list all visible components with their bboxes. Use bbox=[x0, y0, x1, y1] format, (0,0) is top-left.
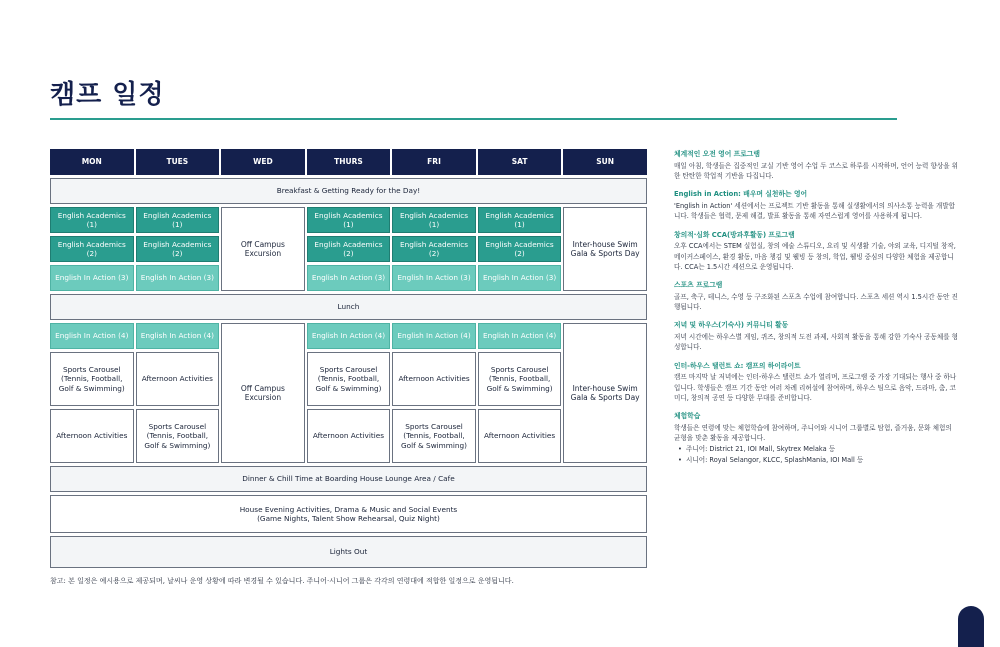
mon-english-academics-1: English Academics (1) bbox=[50, 207, 134, 233]
day-header-sun: SUN bbox=[563, 149, 647, 175]
dinner-row: Dinner & Chill Time at Boarding House Lounge Area / Cafe bbox=[50, 466, 647, 492]
thurs-english-academics-2: English Academics (2) bbox=[307, 236, 391, 262]
day-header-wed: WED bbox=[221, 149, 305, 175]
day-header-sat: SAT bbox=[478, 149, 562, 175]
section-title: 창의적·심화 CCA(방과후활동) 프로그램 bbox=[674, 230, 795, 239]
schedule-grid bbox=[50, 149, 647, 568]
section-title: 스포츠 프로그램 bbox=[674, 281, 723, 290]
sat-english-academics-2: English Academics (2) bbox=[478, 236, 562, 262]
section-title: 인터-하우스 탤런트 쇼: 캠프의 하이라이트 bbox=[674, 361, 801, 370]
thurs-sports-carousel: Sports Carousel (Tennis, Football, Golf & Swimming) bbox=[307, 352, 391, 406]
day-header-mon: MON bbox=[50, 149, 134, 175]
sun-inter-house-morning: Inter-house Swim Gala & Sports Day bbox=[563, 207, 647, 291]
mon-afternoon-activities: Afternoon Activities bbox=[50, 409, 134, 463]
section-sports bbox=[674, 281, 960, 312]
sat-english-in-action-3: English In Action (3) bbox=[478, 265, 562, 291]
fri-sports-carousel: Sports Carousel (Tennis, Football, Golf & Swimming) bbox=[392, 409, 476, 463]
section-title: English in Action: 배우며 실천하는 영어 bbox=[674, 190, 808, 199]
section-body: 학생들은 연령에 맞는 체험학습에 참여하며, 주니어와 시니어 그룹별로 탐험, 즐거움, 문화 체험의 균형을 맞춘 활동을 제공합니다. bbox=[674, 423, 952, 443]
list-item: • 주니어: District 21, IOI Mall, Skytrex Melaka 등 bbox=[674, 444, 960, 455]
section-title: 저녁 및 하우스(기숙사) 커뮤니티 활동 bbox=[674, 321, 789, 330]
field-trip-list bbox=[674, 444, 960, 465]
day-header-thurs: THURS bbox=[307, 149, 391, 175]
fri-english-in-action-4: English In Action (4) bbox=[392, 323, 476, 349]
fri-english-in-action-3: English In Action (3) bbox=[392, 265, 476, 291]
day-header-fri: FRI bbox=[392, 149, 476, 175]
fri-english-academics-2: English Academics (2) bbox=[392, 236, 476, 262]
sat-afternoon-activities: Afternoon Activities bbox=[478, 409, 562, 463]
tues-english-in-action-3: English In Action (3) bbox=[136, 265, 220, 291]
tues-english-in-action-4: English In Action (4) bbox=[136, 323, 220, 349]
section-body: 캠프 마지막 날 저녁에는 인터-하우스 탤런트 쇼가 열리며, 프로그램 중 가장 기대되는 행사 중 하나입니다. 학생들은 캠프 기간 동안 여러 차례 리허설에 참여하며, 하우스 팀으로 음악, 드라마, 춤, 코미디, 창의적 공연 등 다양한 무대를 준비합니다. bbox=[674, 373, 957, 402]
lunch-row: Lunch bbox=[50, 294, 647, 320]
tues-english-academics-1: English Academics (1) bbox=[136, 207, 220, 233]
mon-english-in-action-4: English In Action (4) bbox=[50, 323, 134, 349]
evening-activities-row: House Evening Activities, Drama & Music and Social Events (Game Nights, Talent Show Rehearsal, Quiz Night) bbox=[50, 495, 647, 533]
thurs-english-in-action-4: English In Action (4) bbox=[307, 323, 391, 349]
wed-off-campus-excursion-morning: Off Campus Excursion bbox=[221, 207, 305, 291]
sat-english-academics-1: English Academics (1) bbox=[478, 207, 562, 233]
sat-sports-carousel: Sports Carousel (Tennis, Football, Golf & Swimming) bbox=[478, 352, 562, 406]
fri-english-academics-1: English Academics (1) bbox=[392, 207, 476, 233]
mon-sports-carousel: Sports Carousel (Tennis, Football, Golf & Swimming) bbox=[50, 352, 134, 406]
section-body: 저녁 시간에는 하우스별 게임, 퀴즈, 창의적 도전 과제, 사회적 활동을 통해 강한 기숙사 공동체를 형성합니다. bbox=[674, 333, 959, 352]
wed-off-campus-excursion-afternoon: Off Campus Excursion bbox=[221, 323, 305, 463]
section-body: 오후 CCA에서는 STEM 실험실, 창의 예술 스튜디오, 요리 및 식생활 기술, 야외 교육, 디지털 창작, 메이커스페이스, 환경 활동, 마음 챙김 및 웰빙 등 창의, 학업, 웰빙 중심의 다양한 체험을 제공합니다. CCA는 1.5시간 세션으로 운영됩니다. bbox=[674, 242, 956, 271]
tues-english-academics-2: English Academics (2) bbox=[136, 236, 220, 262]
program-descriptions bbox=[674, 150, 960, 474]
list-item: • 시니어: Royal Selangor, KLCC, SplashMania, IOI Mall 등 bbox=[674, 455, 960, 466]
section-house-community bbox=[674, 321, 960, 352]
day-header-tues: TUES bbox=[136, 149, 220, 175]
section-cca bbox=[674, 231, 960, 272]
lights-out-row: Lights Out bbox=[50, 536, 647, 568]
thurs-english-in-action-3: English In Action (3) bbox=[307, 265, 391, 291]
tues-afternoon-activities: Afternoon Activities bbox=[136, 352, 220, 406]
sun-inter-house-afternoon: Inter-house Swim Gala & Sports Day bbox=[563, 323, 647, 463]
section-field-trips bbox=[674, 412, 960, 465]
section-morning-english bbox=[674, 150, 960, 181]
title-divider bbox=[50, 118, 897, 120]
mon-english-academics-2: English Academics (2) bbox=[50, 236, 134, 262]
section-english-in-action bbox=[674, 190, 960, 221]
page-title: 캠프 일정 bbox=[50, 80, 165, 110]
section-talent-show bbox=[674, 362, 960, 403]
tues-sports-carousel: Sports Carousel (Tennis, Football, Golf & Swimming) bbox=[136, 409, 220, 463]
sat-english-in-action-4: English In Action (4) bbox=[478, 323, 562, 349]
section-title: 체계적인 오전 영어 프로그램 bbox=[674, 150, 760, 158]
breakfast-row: Breakfast & Getting Ready for the Day! bbox=[50, 178, 647, 204]
section-body: 매일 아침, 학생들은 집중적인 교실 기반 영어 수업 두 코스로 하루를 시작하며, 언어 능력 향상을 위한 탄탄한 학업적 기반을 다집니다. bbox=[674, 161, 959, 181]
thurs-english-academics-1: English Academics (1) bbox=[307, 207, 391, 233]
thurs-afternoon-activities: Afternoon Activities bbox=[307, 409, 391, 463]
mon-english-in-action-3: English In Action (3) bbox=[50, 265, 134, 291]
footnote: 참고: 본 일정은 예시용으로 제공되며, 날씨나 운영 상황에 따라 변경될 수 있습니다. 주니어·시니어 그룹은 각각의 연령대에 적합한 일정으로 운영됩니다. bbox=[50, 577, 514, 585]
corner-tab bbox=[958, 606, 984, 647]
section-body: 'English in Action' 세션에서는 프로젝트 기반 활동을 통해 실생활에서의 의사소통 능력을 개발합니다. 학생들은 협력, 문제 해결, 발표 활동을 통해 자연스럽게 영어를 사용하게 됩니다. bbox=[674, 202, 955, 221]
section-body: 골프, 축구, 테니스, 수영 등 구조화된 스포츠 수업에 참여합니다. 스포츠 세션 역시 1.5시간 동안 진행됩니다. bbox=[674, 292, 958, 312]
fri-afternoon-activities: Afternoon Activities bbox=[392, 352, 476, 406]
section-title: 체험학습 bbox=[674, 412, 701, 421]
